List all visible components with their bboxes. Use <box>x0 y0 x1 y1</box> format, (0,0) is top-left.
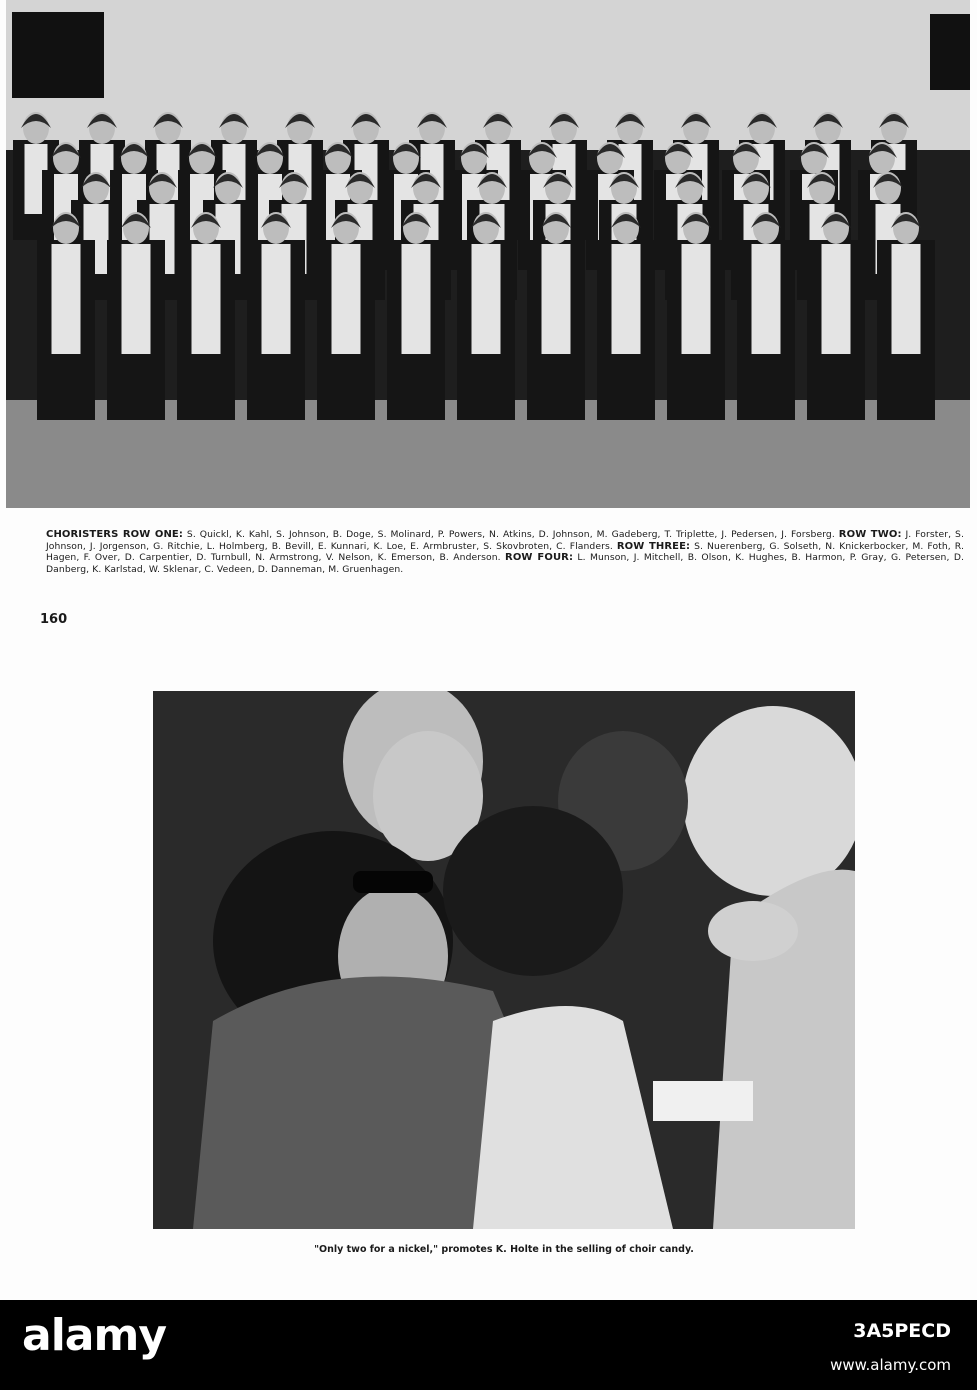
stole <box>612 244 641 354</box>
watermark-footer <box>0 1300 977 1390</box>
row-two-label: ROW TWO: <box>838 529 902 540</box>
choir-caption <box>46 529 964 575</box>
row-one-names: S. Quickl, K. Kahl, S. Johnson, B. Doge, S. Molinard, P. Powers, N. Atkins, D. Johnson, M. Gadeberg, T. Triplette, J. Pedersen, J. Forsberg. <box>186 529 835 540</box>
page-number: 160 <box>40 612 68 627</box>
image-meta <box>830 1320 951 1374</box>
candy-sale-photo <box>153 691 855 1229</box>
stole <box>262 244 291 354</box>
alamy-logo: alamy <box>22 1310 166 1361</box>
stole <box>192 244 221 354</box>
stole <box>122 244 151 354</box>
stole <box>892 244 921 354</box>
image-code: 3A5PECD <box>853 1320 951 1342</box>
stole <box>332 244 361 354</box>
candy-sale-illustration <box>153 691 855 1229</box>
row-four-names: L. Munson, J. Mitchell, B. Olson, K. Hughes, B. Harmon, P. Gray, G. Petersen, D. Danberg, K. Karlstad, W. Sklenar, C. Vedeen, D. Danneman, M. Gruenhagen. <box>46 552 965 575</box>
row-three-names: S. Nuerenberg, G. Solseth, N. Knickerbocker, M. Foth, R. Hagen, F. Over, D. Carpentier, D. Turnbull, N. Armstrong, V. Nelson, K. Emerson, B. Anderson. <box>46 540 964 564</box>
stole <box>752 244 781 354</box>
row-four-label: ROW FOUR: <box>505 552 574 564</box>
stole <box>542 244 571 354</box>
row-two-names: J. Forster, S. Johnson, J. Jorgenson, G. Ritchie, L. Holmberg, B. Bevill, E. Kunnari, K. Loe, E. Armbruster, S. Skovbroten, C. Flanders. <box>46 529 964 552</box>
stole <box>822 244 851 354</box>
row-one-label: CHORISTERS ROW ONE: <box>46 529 183 540</box>
row-three-label: ROW THREE: <box>616 540 691 552</box>
stole <box>52 244 81 354</box>
photo-caption: "Only two for a nickel," promotes K. Holte in the selling of choir candy. <box>314 1244 694 1255</box>
choir-photo-illustration <box>6 0 970 508</box>
stole <box>682 244 711 354</box>
stole <box>472 244 501 354</box>
site-url[interactable]: www.alamy.com <box>830 1356 951 1374</box>
stole <box>402 244 431 354</box>
choir-group-photo <box>6 0 970 508</box>
